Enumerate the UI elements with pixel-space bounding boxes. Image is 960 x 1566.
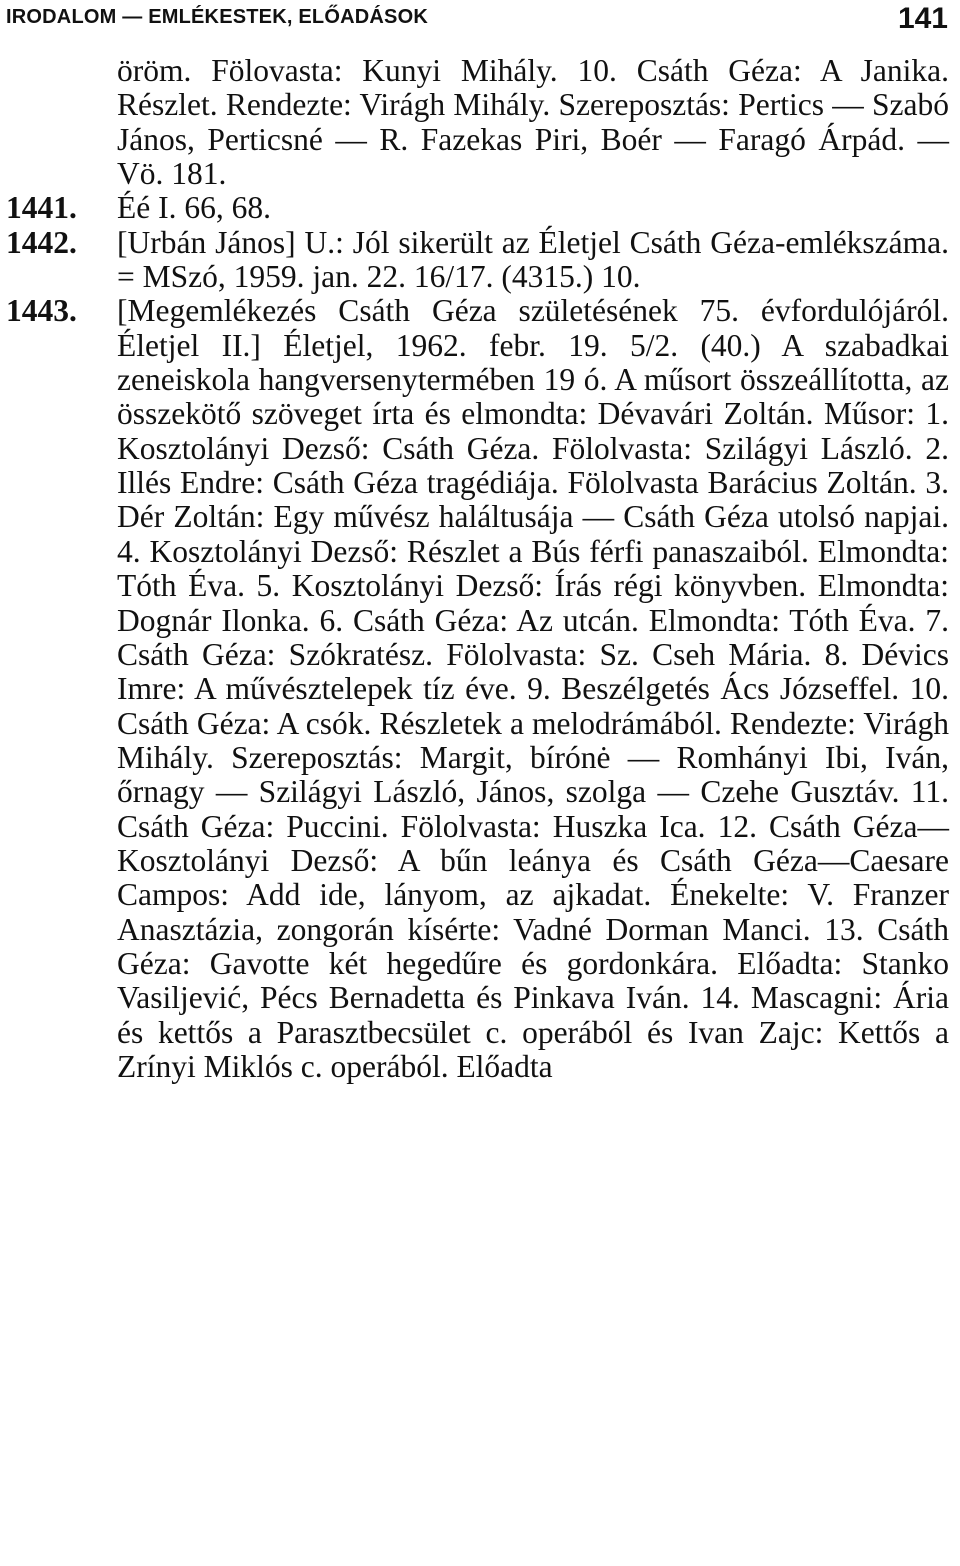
entry-text: [Megemlékezés Csáth Géza születésének 75. évfordulójáról. Életjel II.] Életjel, 1962. febr. 19. 5/2. (40.) A szabadkai zeneiskola hangversenytermében 19 ó. A műsort összeállította, az összekötő szöveget írta és elmondta: Dévavári Zoltán. Műsor: 1. Kosztolányi Dezső: Csáth Géza. Fölolvasta: Szilágyi László. 2. Illés Endre: Csáth Géza tragédiája. Fölolvasta Barácius Zoltán. 3. Dér Zoltán: Egy művész haláltusája — Csáth Géza utolsó napjai. 4. Kosztolányi Dezső: Részlet a Bús férfi panaszaiból. Elmondta: Tóth Éva. 5. Kosztolányi Dezső: Írás régi könyvben. Elmondta: Dognár Ilonka. 6. Csáth Géza: Az utcán. Elmondta: Tóth Éva. 7. Csáth Géza: Szókratész. Fölolvasta: Sz. Cseh Mária. 8. Dévics Imre: A művésztelepek tíz éve. 9. Beszélgetés Ács Józseffel. 10. Csáth Géza: A csók. Részletek a melodrámából. Rendezte: Virágh Mihály. Szereposztás: Margit, bírónė — Romhányi Ibi, Iván, őrnagy — Szilágyi László, János, szolga — Czehe Gusztáv. 11. Csáth Géza: Puccini. Fölolvasta: Huszka Ica. 12. Csáth Géza—Kosztolányi Dezső: A bűn leánya és Csáth Géza—Caesare Campos: Add ide, lányom, az ajkadat. Énekelte: V. Franzer Anasztázia, zongorán kísérte: Vadné Dorman Manci. 13. Csáth Géza: Gavotte két hegedűre és gordonkára. Előadta: Stanko Vasiljević, Pécs Bernadetta és Pinkava Iván. 14. Mascagni: Ária és kettős a Parasztbecsület c. operából és Ivan Zajc: Kettős a Zrínyi Miklós c. operából. Előadta xyxy=(117,293,949,1084)
entry-text: [Urbán János] U.: Jól sikerült az Életjel Csáth Géza-emlékszáma. = MSzó, 1959. jan. 22. 16/17. (4315.) 10. xyxy=(117,224,949,295)
list-item xyxy=(0,294,960,1084)
entry-text: öröm. Fölovasta: Kunyi Mihály. 10. Csáth Géza: A Janika. Részlet. Rendezte: Virágh Mihály. Szereposztás: Pertics — Szabó János, Perticsné — R. Fazekas Piri, Boér — Faragó Árpád. — Vö. 181. xyxy=(117,53,949,192)
entry-number: 1442. xyxy=(6,224,77,260)
list-item xyxy=(0,54,960,191)
running-head: IRODALOM — EMLÉKESTEK, ELŐADÁSOK xyxy=(6,6,428,28)
list-item xyxy=(0,191,960,225)
entry-number: 1443. xyxy=(6,293,77,329)
entry-text: Éé I. 66, 68. xyxy=(117,190,271,226)
page-header xyxy=(0,2,952,38)
bibliography-list xyxy=(0,54,960,1084)
list-item xyxy=(0,226,960,295)
entry-number: 1441. xyxy=(6,190,77,226)
page-number: 141 xyxy=(897,2,948,35)
